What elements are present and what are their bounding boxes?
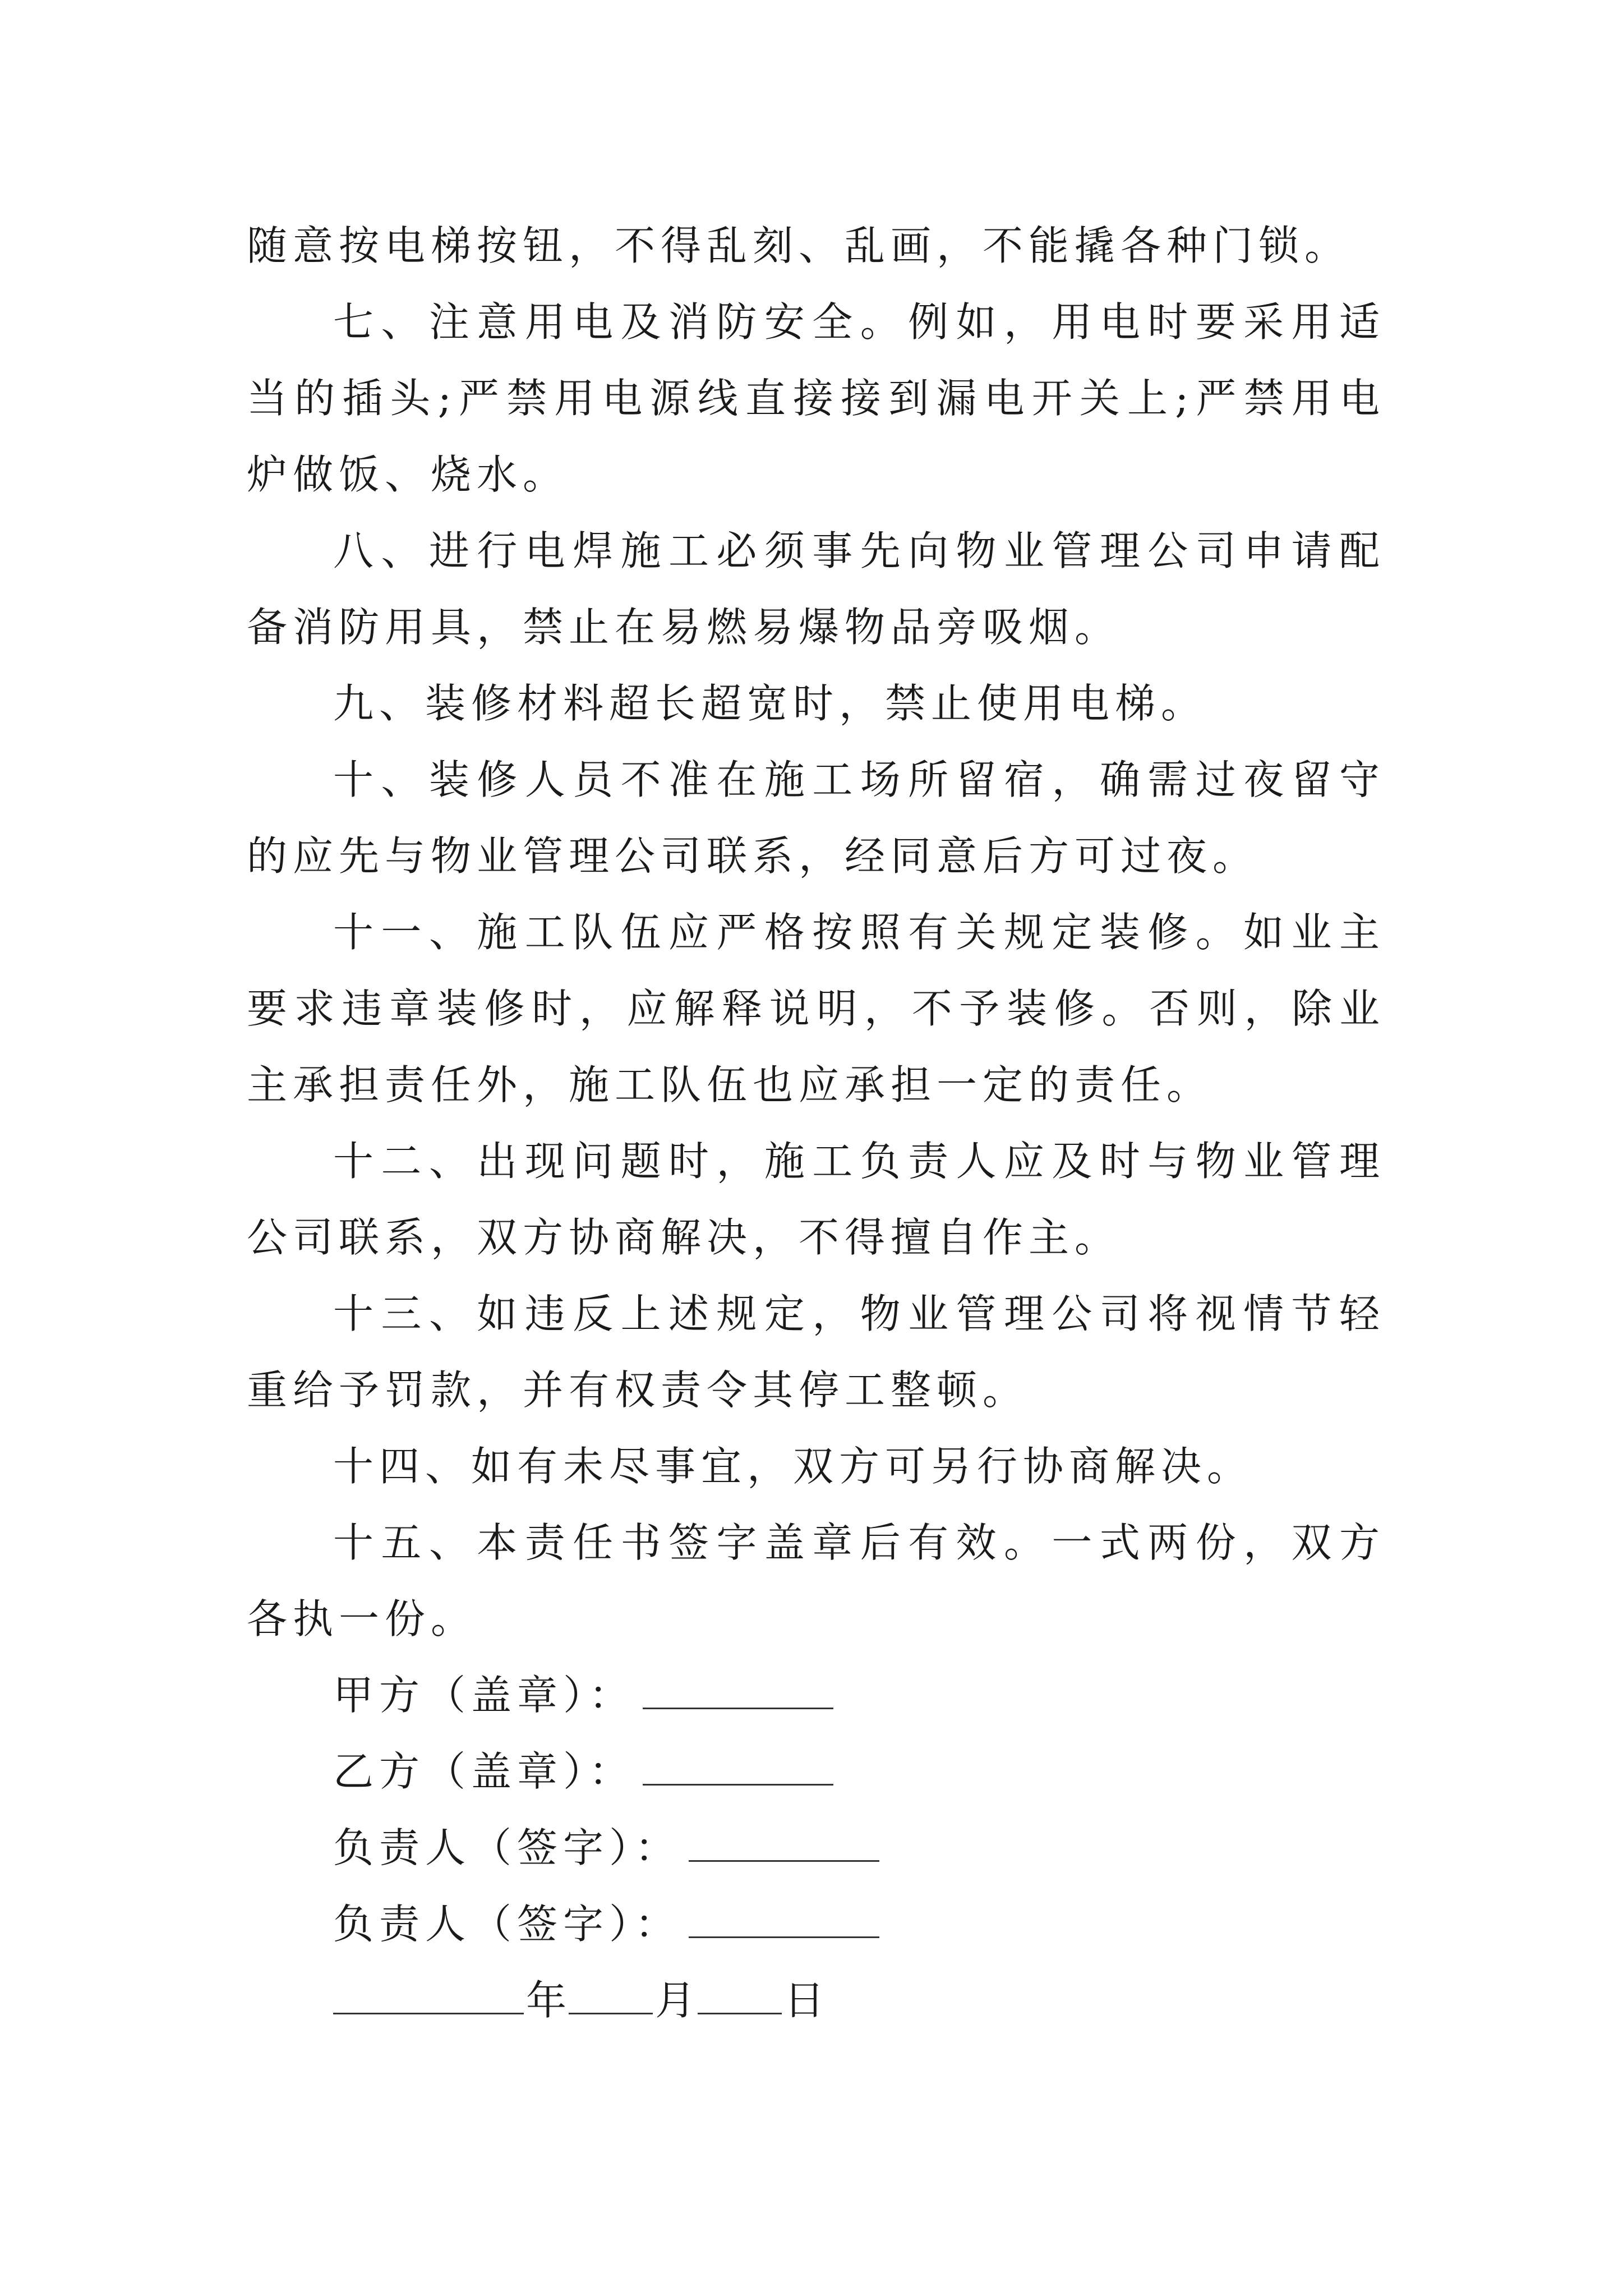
date-line (247, 1962, 1385, 2039)
paragraph-continuation: 随意按电梯按钮，不得乱刻、乱画，不能撬各种门锁。 (247, 222, 1351, 269)
party-b-label: 乙方（盖章）： (333, 1748, 635, 1795)
clause-10: 十、装修人员不准在施工场所留宿，确需过夜留守的应先与物业管理公司联系，经同意后方可过夜。 (247, 756, 1385, 880)
person-a-label: 负责人（签字）： (333, 1824, 681, 1871)
month-blank[interactable] (569, 1979, 653, 2014)
party-a-label: 甲方（盖章）： (333, 1672, 635, 1719)
clause-13: 十三、如违反上述规定，物业管理公司将视情节轻重给予罚款，并有权责令其停工整顿。 (247, 1290, 1385, 1414)
document-body (247, 208, 1385, 2039)
person-a-sign-line (247, 1810, 1385, 1886)
year-blank[interactable] (333, 1979, 524, 2014)
clause-14: 十四、如有未尽事宜，双方可另行协商解决。 (333, 1443, 1253, 1490)
person-b-label: 负责人（签字）： (333, 1901, 681, 1948)
clause-11: 十一、施工队伍应严格按照有关规定装修。如业主要求违章装修时，应解释说明，不予装修。否则，除业主承担责任外，施工队伍也应承担一定的责任。 (247, 909, 1385, 1108)
party-a-blank[interactable] (643, 1674, 833, 1709)
person-a-blank[interactable] (689, 1826, 879, 1862)
day-label: 日 (784, 1977, 825, 2024)
clause-7: 七、注意用电及消防安全。例如，用电时要采用适当的插头;严禁用电源线直接接到漏电开关上;严禁用电炉做饭、烧水。 (247, 298, 1385, 498)
party-a-seal-line (247, 1657, 1385, 1733)
year-label: 年 (526, 1977, 567, 2024)
clause-9: 九、装修材料超长超宽时，禁止使用电梯。 (333, 680, 1207, 727)
person-b-blank[interactable] (689, 1903, 879, 1938)
clause-12: 十二、出现问题时，施工负责人应及时与物业管理公司联系，双方协商解决，不得擅自作主。 (247, 1138, 1385, 1261)
day-blank[interactable] (698, 1979, 782, 2014)
person-b-sign-line (247, 1886, 1385, 1962)
clause-8: 八、进行电焊施工必须事先向物业管理公司申请配备消防用具，禁止在易燃易爆物品旁吸烟。 (247, 527, 1385, 651)
party-b-blank[interactable] (643, 1750, 833, 1786)
party-b-seal-line (247, 1733, 1385, 1810)
clause-15: 十五、本责任书签字盖章后有效。一式两份，双方各执一份。 (247, 1519, 1385, 1642)
signature-block (247, 1657, 1385, 2039)
month-label: 月 (655, 1977, 696, 2024)
